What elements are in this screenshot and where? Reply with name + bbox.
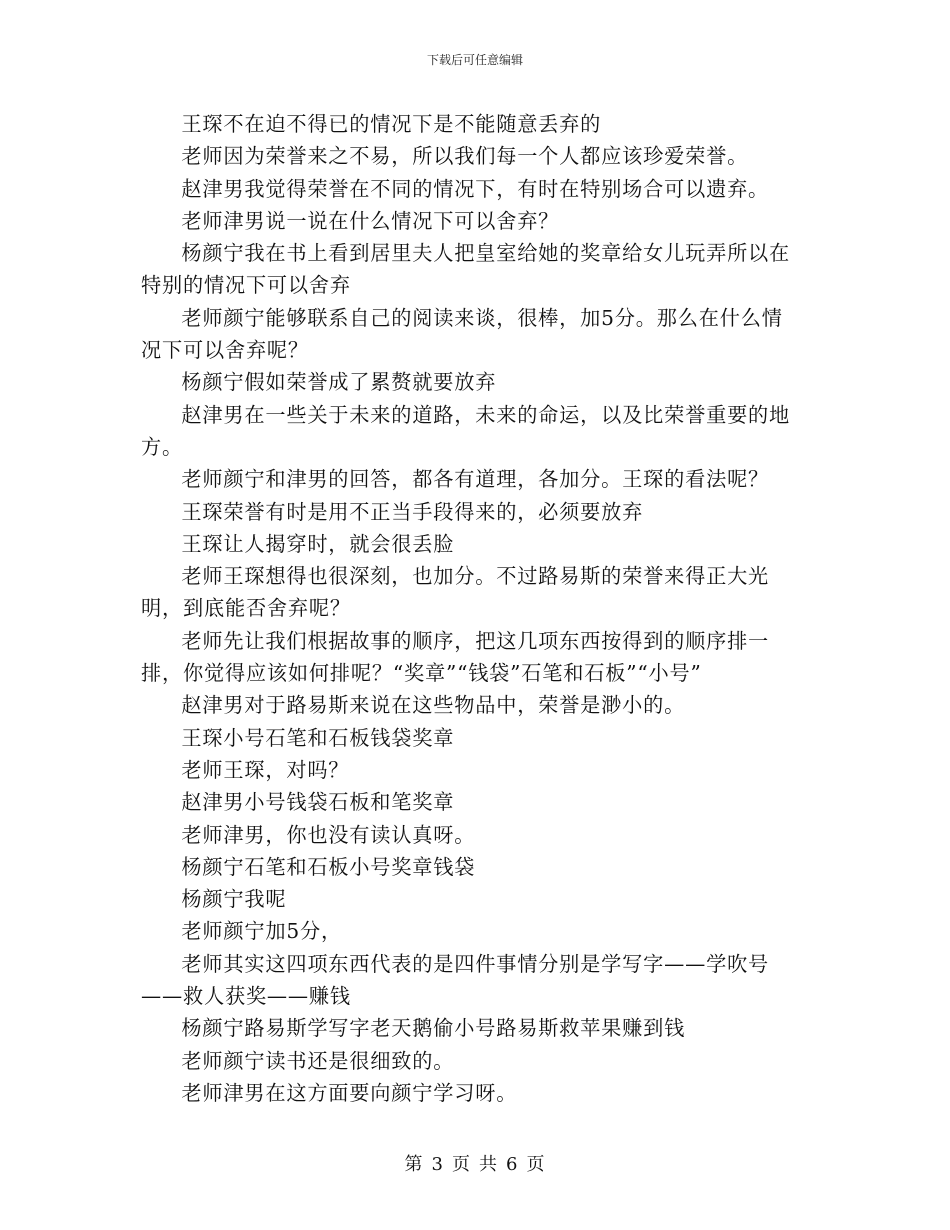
paragraph: 王琛不在迫不得已的情况下是不能随意丢弃的 xyxy=(181,112,602,136)
current-page-number: 3 xyxy=(431,1154,444,1175)
paragraph: 老师颜宁读书还是很细致的。 xyxy=(181,1048,455,1073)
paragraph: 老师王琛，对吗？ xyxy=(181,757,350,782)
paragraph: 赵津男小号钱袋石板和笔奖章 xyxy=(181,790,455,815)
paragraph: 老师其实这四项东西代表的是四件事情分别是学写字——学吹号——救人获奖——赚钱 xyxy=(141,951,770,1009)
page-label-mid: 页 xyxy=(452,1154,471,1175)
page-label-prefix: 第 xyxy=(404,1154,424,1175)
total-pages-number: 6 xyxy=(506,1154,519,1175)
paragraph: 老师王琛想得也很深刻，也加分。不过路易斯的荣誉来得正大光明，到底能否舍弃呢？ xyxy=(141,564,770,621)
paragraph: 赵津男我觉得荣誉在不同的情况下，有时在特别场合可以遗弃。 xyxy=(181,176,770,201)
paragraph: 王琛让人揭穿时，就会很丢脸 xyxy=(181,531,455,556)
page-label-suffix: 页 xyxy=(526,1154,546,1175)
paragraph: 老师津男说一说在什么情况下可以舍弃？ xyxy=(181,208,560,233)
paragraph: 杨颜宁我在书上看到居里夫人把皇室给她的奖章给女儿玩弄所以在特别的情况下可以舍弃 xyxy=(141,241,791,298)
paragraph: 老师先让我们根据故事的顺序，把这几项东西按得到的顺序排一排，你觉得应该如何排呢？“奖章”“钱袋”石笔和石板”“小号” xyxy=(141,628,770,686)
paragraph: 杨颜宁我呢 xyxy=(181,887,287,912)
page-footer xyxy=(0,1153,950,1177)
paragraph: 老师颜宁能够联系自己的阅读来谈，很棒，加5分。那么在什么情况下可以舍弃呢？ xyxy=(141,305,783,363)
paragraph: 王琛小号石笔和石板钱袋奖章 xyxy=(181,725,455,750)
paragraph: 杨颜宁石笔和石板小号奖章钱袋 xyxy=(181,854,476,879)
document-body xyxy=(141,108,801,1109)
paragraph: 老师津男在这方面要向颜宁学习呀。 xyxy=(181,1080,518,1105)
paragraph: 杨颜宁路易斯学写字老天鹅偷小号路易斯救苹果赚到钱 xyxy=(181,1016,686,1041)
total-label: 共 xyxy=(479,1154,498,1175)
paragraph: 老师因为荣誉来之不易，所以我们每一个人都应该珍爱荣誉。 xyxy=(181,144,749,169)
paragraph: 赵津男对于路易斯来说在这些物品中，荣誉是渺小的。 xyxy=(181,693,686,718)
paragraph: 杨颜宁假如荣誉成了累赘就要放弃 xyxy=(181,370,497,395)
paragraph: 王琛荣誉有时是用不正当手段得来的，必须要放弃 xyxy=(181,499,644,524)
page-header: 下载后可任意编辑 xyxy=(426,53,523,67)
paragraph: 赵津男在一些关于未来的道路，未来的命运，以及比荣誉重要的地方。 xyxy=(141,402,791,459)
paragraph: 老师颜宁加5分， xyxy=(181,919,342,944)
paragraph: 老师津男，你也没有读认真呀。 xyxy=(181,822,476,847)
paragraph: 老师颜宁和津男的回答，都各有道理，各加分。王琛的看法呢？ xyxy=(181,467,770,492)
